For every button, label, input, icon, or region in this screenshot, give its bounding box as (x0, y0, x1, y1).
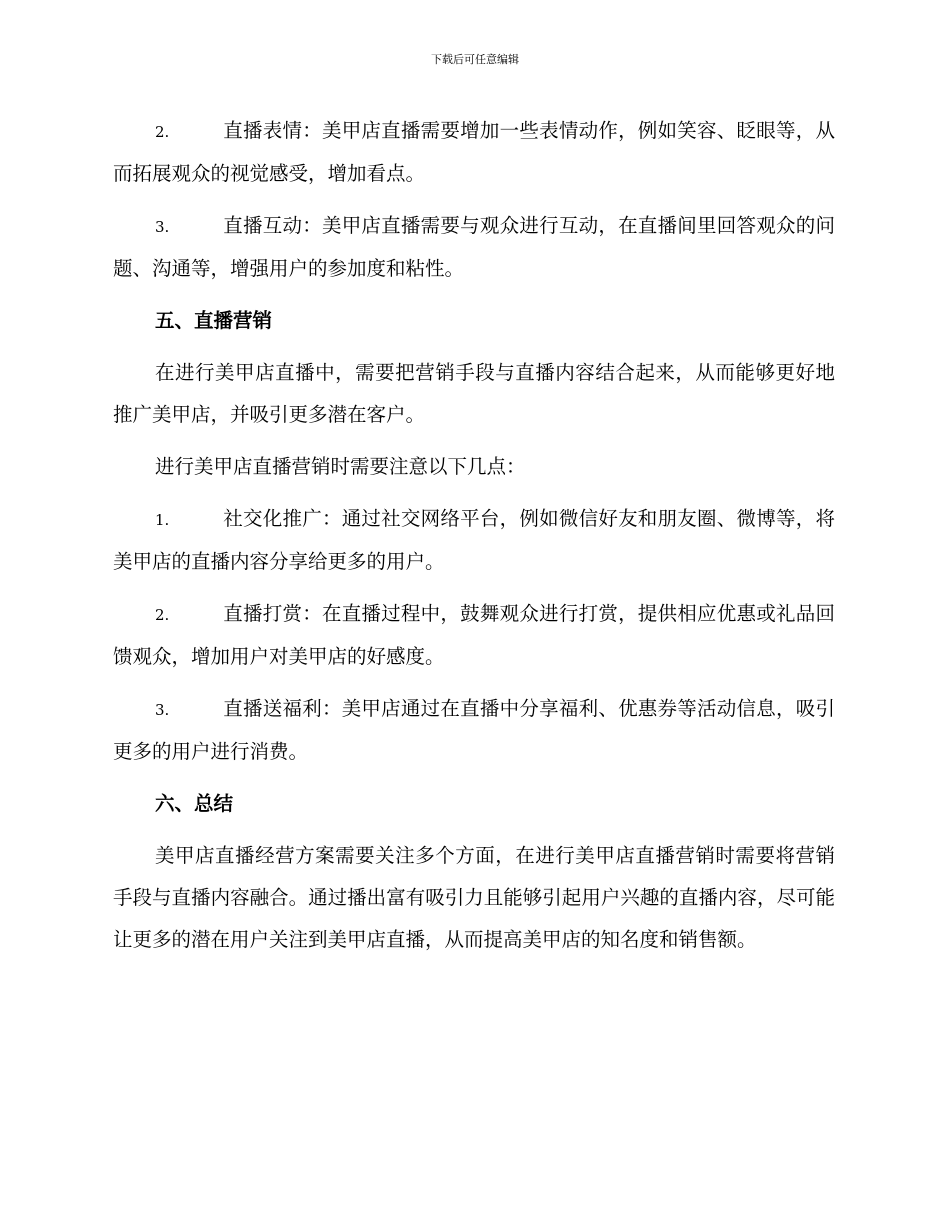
list-item-social-promotion (113, 498, 835, 583)
list-number: 1. (155, 511, 170, 529)
list-number: 2. (155, 123, 170, 141)
list-number: 3. (155, 218, 170, 236)
section-heading-summary: 六、总结 (155, 792, 234, 815)
section-heading-live-marketing: 五、直播营销 (155, 309, 273, 332)
list-item-live-interaction (113, 205, 835, 290)
page-header: 下载后可任意编辑 (431, 53, 519, 66)
list-item-live-reward (113, 593, 835, 678)
list-item-live-welfare (113, 688, 835, 773)
list-item-text: 直播互动：美甲店直播需要与观众进行互动，在直播间里回答观众的问题、沟通等，增强用户的参加度和粘性。 (113, 214, 835, 280)
paragraph-marketing-points: 进行美甲店直播营销时需要注意以下几点： (155, 455, 526, 478)
list-item-text: 直播打赏：在直播过程中，鼓舞观众进行打赏，提供相应优惠或礼品回馈观众，增加用户对美甲店的好感度。 (113, 602, 835, 668)
list-number: 3. (155, 701, 170, 719)
paragraph-summary: 美甲店直播经营方案需要关注多个方面，在进行美甲店直播营销时需要将营销手段与直播内容融合。通过播出富有吸引力且能够引起用户兴趣的直播内容，尽可能让更多的潜在用户关注到美甲店直播，从而提高美甲店的知名度和销售额。 (113, 844, 835, 951)
list-number: 2. (155, 606, 170, 624)
list-item-text: 直播送福利：美甲店通过在直播中分享福利、优惠券等活动信息，吸引更多的用户进行消费。 (113, 697, 835, 763)
list-item-text: 直播表情：美甲店直播需要增加一些表情动作，例如笑容、眨眼等，从而拓展观众的视觉感受，增加看点。 (113, 119, 835, 185)
paragraph-marketing-intro: 在进行美甲店直播中，需要把营销手段与直播内容结合起来，从而能够更好地推广美甲店，并吸引更多潜在客户。 (113, 361, 835, 426)
list-item-live-expression (113, 110, 835, 195)
list-item-text: 社交化推广：通过社交网络平台，例如微信好友和朋友圈、微博等，将美甲店的直播内容分享给更多的用户。 (113, 507, 835, 573)
document-body (113, 110, 835, 971)
